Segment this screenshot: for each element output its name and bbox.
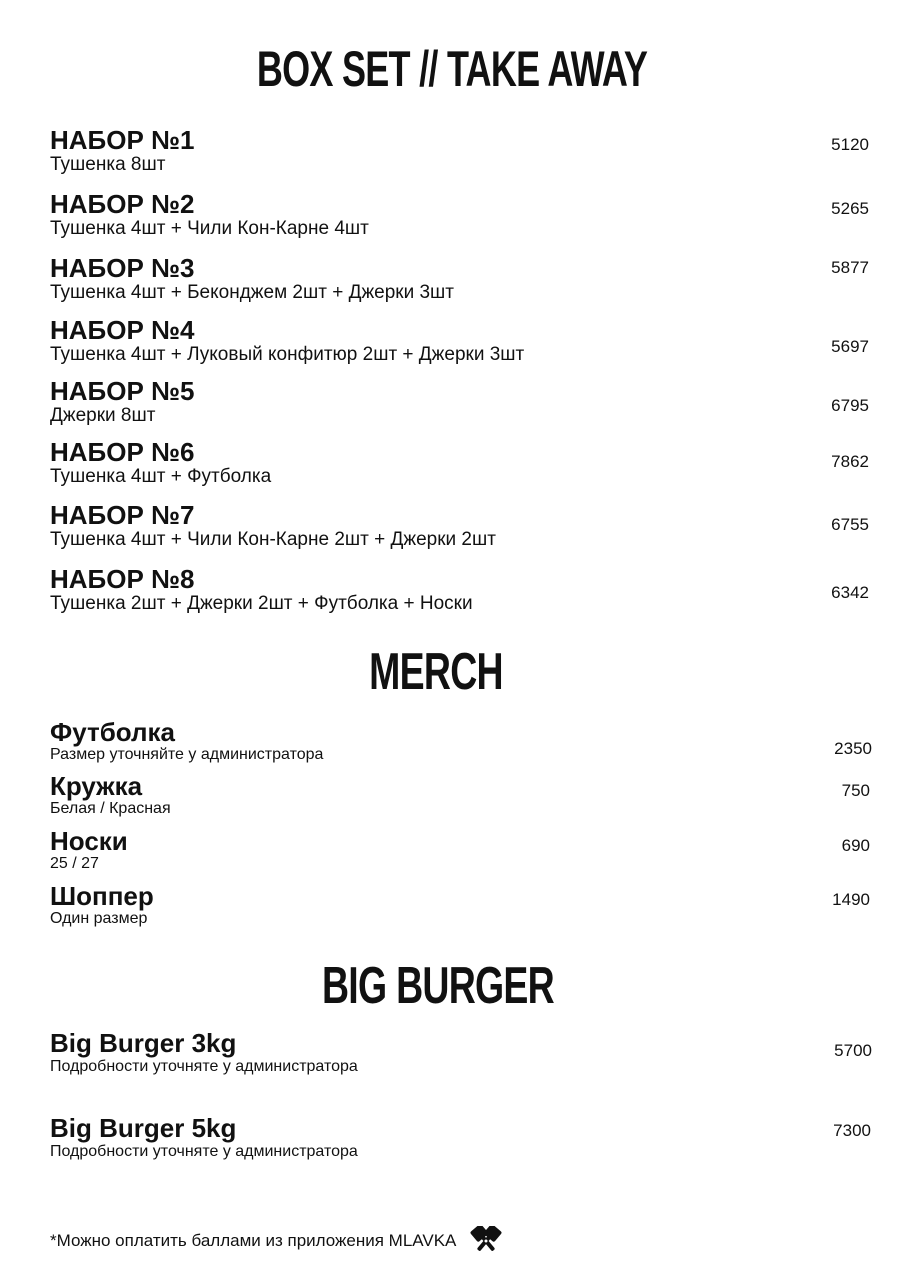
item-description: Тушенка 4шт + Чили Кон-Карне 4шт — [50, 218, 369, 239]
item-description: Тушенка 4шт + Луковый конфитюр 2шт + Джерки 3шт — [50, 344, 525, 365]
item-price: 6795 — [831, 396, 869, 415]
item-description: Подробности уточняте у администратора — [50, 1143, 358, 1160]
item-name: НАБОР №3 — [50, 253, 195, 283]
box-set-item-2 — [50, 190, 875, 240]
item-name: Big Burger 3kg — [50, 1028, 237, 1058]
item-description: Тушенка 2шт + Джерки 2шт + Футболка + Носки — [50, 593, 473, 614]
merch-item-socks — [50, 827, 875, 873]
big-burger-item-5kg — [50, 1114, 875, 1162]
box-set-item-5 — [50, 377, 875, 427]
merch-heading: MERCH — [369, 643, 503, 701]
item-price: 6755 — [831, 515, 869, 534]
big-burger-heading: BIG BURGER — [321, 957, 555, 1015]
item-name: Big Burger 5kg — [50, 1113, 237, 1143]
item-price: 7300 — [833, 1121, 871, 1140]
item-description: 25 / 27 — [50, 855, 99, 872]
item-name: Кружка — [50, 771, 143, 801]
footer-note — [50, 1226, 508, 1256]
item-name: НАБОР №8 — [50, 564, 195, 594]
item-price: 690 — [841, 836, 870, 855]
item-name: Носки — [50, 826, 128, 856]
box-set-item-1 — [50, 126, 875, 176]
item-price: 750 — [841, 781, 870, 800]
item-price: 5697 — [831, 337, 869, 356]
merch-item-tshirt — [50, 718, 875, 764]
merch-item-shopper — [50, 882, 875, 928]
box-set-item-7 — [50, 501, 875, 551]
item-name: НАБОР №5 — [50, 376, 195, 406]
item-name: Футболка — [50, 717, 175, 747]
box-set-item-3 — [50, 254, 875, 304]
item-description: Джерки 8шт — [50, 405, 156, 426]
big-burger-item-3kg — [50, 1029, 875, 1077]
item-name: НАБОР №1 — [50, 125, 195, 155]
item-name: НАБОР №7 — [50, 500, 195, 530]
box-set-item-4 — [50, 316, 875, 366]
box-set-heading: BOX SET // TAKE AWAY — [256, 41, 648, 97]
item-description: Тушенка 4шт + Бeконджем 2шт + Джерки 3шт — [50, 282, 455, 303]
item-name: НАБОР №6 — [50, 437, 195, 467]
item-name: НАБОР №2 — [50, 189, 195, 219]
item-price: 5700 — [834, 1041, 872, 1060]
item-price: 7862 — [831, 452, 869, 471]
item-description: Тушенка 4шт + Чили Кон-Карне 2шт + Джерки 2шт — [50, 529, 496, 550]
item-name: Шоппер — [50, 881, 154, 911]
crossed-cleavers-icon — [464, 1226, 508, 1256]
item-price: 6342 — [831, 583, 869, 602]
item-price: 2350 — [834, 739, 872, 758]
item-price: 5120 — [831, 135, 869, 154]
item-description: Тушенка 4шт + Футболка — [50, 466, 272, 487]
box-set-item-8 — [50, 565, 875, 615]
item-name: НАБОР №4 — [50, 315, 195, 345]
footer-note-text: *Можно оплатить баллами из приложения MLAVKA — [50, 1231, 457, 1250]
item-description: Один размер — [50, 910, 148, 927]
item-description: Белая / Красная — [50, 800, 171, 817]
item-description: Тушенка 8шт — [50, 154, 166, 175]
item-price: 1490 — [832, 890, 870, 909]
box-set-item-6 — [50, 438, 875, 488]
item-description: Размер уточняйте у администратора — [50, 746, 324, 763]
merch-item-mug — [50, 772, 875, 818]
item-price: 5265 — [831, 199, 869, 218]
item-description: Подробности уточняте у администратора — [50, 1058, 358, 1075]
item-price: 5877 — [831, 258, 869, 277]
